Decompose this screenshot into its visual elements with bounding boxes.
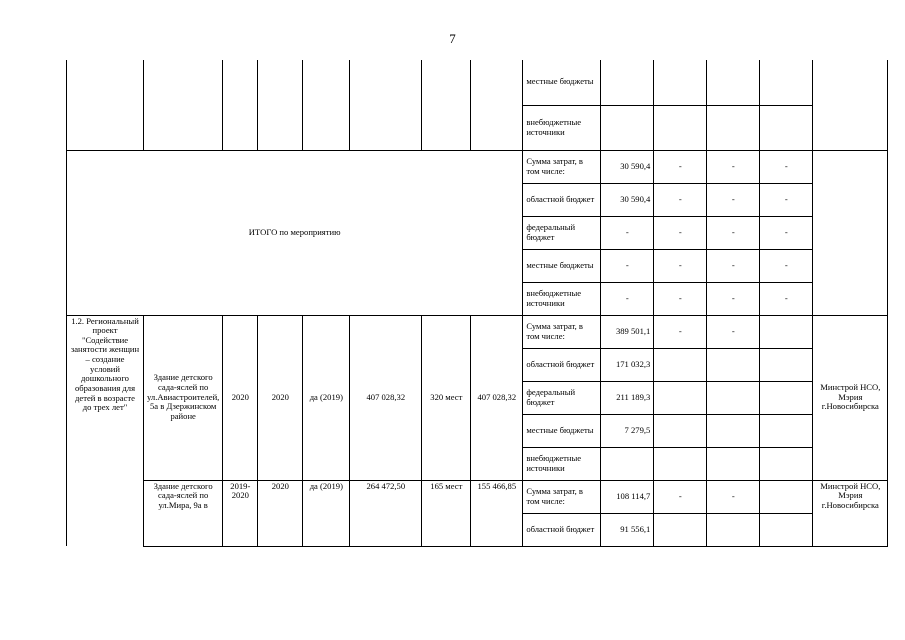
source-label-offbudget: внебюджетные источники [523,282,601,315]
dash-cell: - [760,282,813,315]
itogo-regional-value: 30 590,4 [601,183,654,216]
dash-cell: - [760,183,813,216]
object-cost: 264 472,50 [350,480,422,546]
table-row [67,150,888,183]
cell-empty [760,348,813,381]
object-end-year: 2020 [258,480,303,546]
cell-empty [471,60,523,150]
dash-cell: - [707,315,760,348]
source-label-offbudget: внебюджетные источники [523,105,601,150]
object-executor: Минстрой НСО, Мэрия г.Новосибирска [813,480,888,546]
object-total-value: 389 501,1 [601,315,654,348]
source-label-regional: областной бюджет [523,513,601,546]
cell-empty [422,60,471,150]
cell-empty [654,348,707,381]
cell-empty [760,414,813,447]
dash-cell: - [707,216,760,249]
dash-cell: - [601,249,654,282]
object-regional-value: 171 032,3 [601,348,654,381]
object-capacity: 165 мест [422,480,471,546]
cell-empty [258,60,303,150]
cell-empty [601,105,654,150]
object-federal-value: 211 189,3 [601,381,654,414]
object-executor: Минстрой НСО, Мэрия г.Новосибирска [813,315,888,480]
object-remaining: 155 466,85 [471,480,523,546]
object-total-value: 108 114,7 [601,480,654,513]
cell-empty [707,414,760,447]
cell-empty [601,60,654,105]
object-start-year: 2019-2020 [223,480,258,546]
cell-empty [707,348,760,381]
project-name: 1.2. Региональный проект "Содействие занятости женщин – создание условий дошкольного образования для детей в возрасте до трех лет" [67,315,144,546]
object-name: Здание детского сада-яслей по ул.Авиастроителей, 5а в Дзержинском районе [144,315,223,480]
object-local-value: 7 279,5 [601,414,654,447]
dash-cell: - [654,150,707,183]
source-label-total: Сумма затрат, в том числе: [523,480,601,513]
dash-cell: - [707,249,760,282]
cell-empty [760,60,813,105]
source-label-local: местные бюджеты [523,249,601,282]
object-end-year: 2020 [258,315,303,480]
source-label-regional: областной бюджет [523,348,601,381]
cell-empty [223,60,258,150]
dash-cell: - [760,150,813,183]
cell-empty [760,480,813,513]
source-label-total: Сумма затрат, в том числе: [523,315,601,348]
object-regional-value: 91 556,1 [601,513,654,546]
object-name: Здание детского сада-яслей по ул.Мира, 9а в [144,480,223,546]
cell-empty [654,381,707,414]
object-remaining: 407 028,32 [471,315,523,480]
cell-empty [760,105,813,150]
source-label-offbudget: внебюджетные источники [523,447,601,480]
source-label-regional: областной бюджет [523,183,601,216]
dash-cell: - [601,216,654,249]
itogo-total-value: 30 590,4 [601,150,654,183]
object-pir: да (2019) [303,480,350,546]
source-label-local: местные бюджеты [523,60,601,105]
table-row [67,60,888,105]
cell-empty [654,513,707,546]
cell-empty [654,60,707,105]
source-label-federal: федеральный бюджет [523,381,601,414]
cell-empty [67,60,144,150]
dash-cell: - [707,150,760,183]
cell-empty [760,447,813,480]
source-label-local: местные бюджеты [523,414,601,447]
table-row [67,315,888,348]
dash-cell: - [654,216,707,249]
dash-cell: - [654,480,707,513]
cell-empty [707,381,760,414]
dash-cell: - [654,249,707,282]
cell-empty [654,105,707,150]
source-label-federal: федеральный бюджет [523,216,601,249]
dash-cell: - [654,183,707,216]
dash-cell: - [707,480,760,513]
dash-cell: - [707,183,760,216]
object-pir: да (2019) [303,315,350,480]
cell-empty [707,105,760,150]
cell-empty [144,60,223,150]
cell-empty [654,414,707,447]
cell-empty [707,60,760,105]
itogo-label: ИТОГО по мероприятию [67,150,523,315]
dash-cell: - [654,315,707,348]
table-row [67,480,888,513]
cell-empty [654,447,707,480]
cell-empty [350,60,422,150]
cell-empty [707,513,760,546]
source-label-total: Сумма затрат, в том числе: [523,150,601,183]
cell-empty [760,381,813,414]
object-start-year: 2020 [223,315,258,480]
cell-empty [707,447,760,480]
dash-cell: - [760,249,813,282]
dash-cell: - [654,282,707,315]
object-cost: 407 028,32 [350,315,422,480]
page-number: 7 [449,31,456,46]
cell-empty [813,60,888,150]
cell-empty [760,513,813,546]
program-table [66,60,888,547]
cell-empty [303,60,350,150]
dash-cell: - [707,282,760,315]
dash-cell: - [760,216,813,249]
object-capacity: 320 мест [422,315,471,480]
cell-empty [813,150,888,315]
dash-cell: - [601,282,654,315]
cell-empty [601,447,654,480]
cell-empty [760,315,813,348]
